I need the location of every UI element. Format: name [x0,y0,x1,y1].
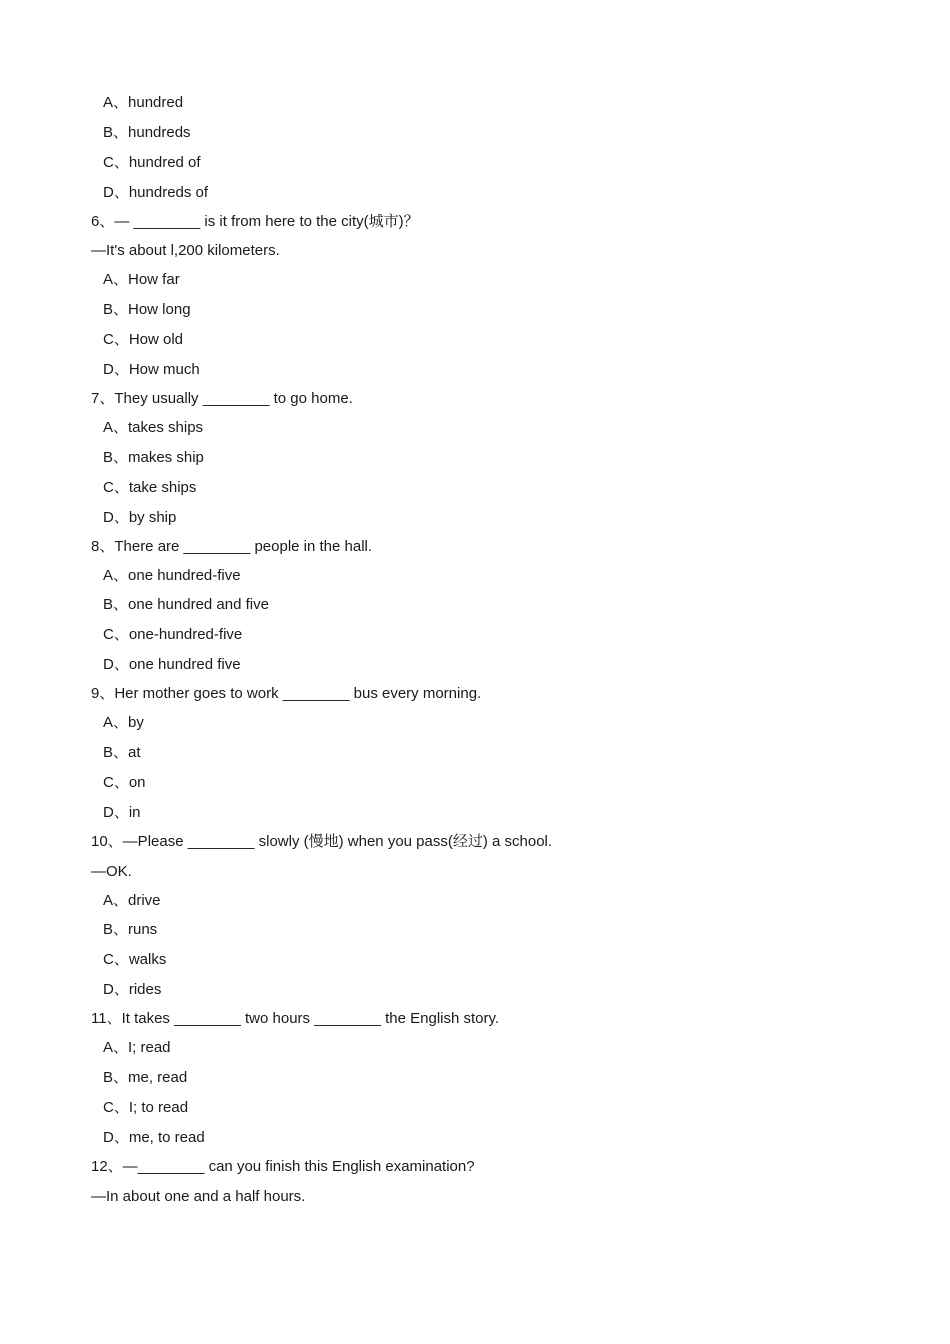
answer-option: D、rides [103,981,162,998]
answer-option: B、one hundred and five [103,596,269,613]
question-stem: 11、It takes ________ two hours ________ the English story. [91,1010,500,1027]
answer-option: D、one hundred five [103,656,241,673]
answer-option: A、drive [103,892,161,909]
question-text: —In about one and a half hours. [91,1188,306,1205]
answer-option: D、by ship [103,509,177,526]
answer-option: A、by [103,714,144,731]
answer-option: A、takes ships [103,419,204,436]
answer-option: B、How long [103,301,191,318]
answer-option: C、take ships [103,479,197,496]
answer-option: D、hundreds of [103,184,209,201]
answer-option: B、runs [103,921,158,938]
question-text: —OK. [91,863,132,880]
question-stem: 8、There are ________ people in the hall. [91,538,373,555]
answer-option: C、on [103,774,146,791]
answer-option: C、one-hundred-five [103,626,243,643]
answer-option: A、one hundred-five [103,567,241,584]
question-stem: 6、— ________ is it from here to the city(城市)？ [91,213,419,230]
question-text: —It's about l,200 kilometers. [91,242,280,259]
answer-option: D、me, to read [103,1129,205,1146]
answer-option: B、me, read [103,1069,188,1086]
question-stem: 10、—Please ________ slowly (慢地) when you pass(经过) a school. [91,833,553,850]
answer-option: D、in [103,804,141,821]
answer-option: A、I; read [103,1039,171,1056]
question-stem: 12、—________ can you finish this English examination? [91,1158,475,1175]
answer-option: C、walks [103,951,167,968]
answer-option: A、hundred [103,94,184,111]
question-stem: 9、Her mother goes to work ________ bus every morning. [91,685,482,702]
answer-option: B、at [103,744,141,761]
answer-option: B、hundreds [103,124,191,141]
answer-option: C、How old [103,331,184,348]
answer-option: C、I; to read [103,1099,189,1116]
question-stem: 7、They usually ________ to go home. [91,390,353,407]
answer-option: B、makes ship [103,449,204,466]
answer-option: A、How far [103,271,180,288]
answer-option: C、hundred of [103,154,201,171]
answer-option: D、How much [103,361,200,378]
